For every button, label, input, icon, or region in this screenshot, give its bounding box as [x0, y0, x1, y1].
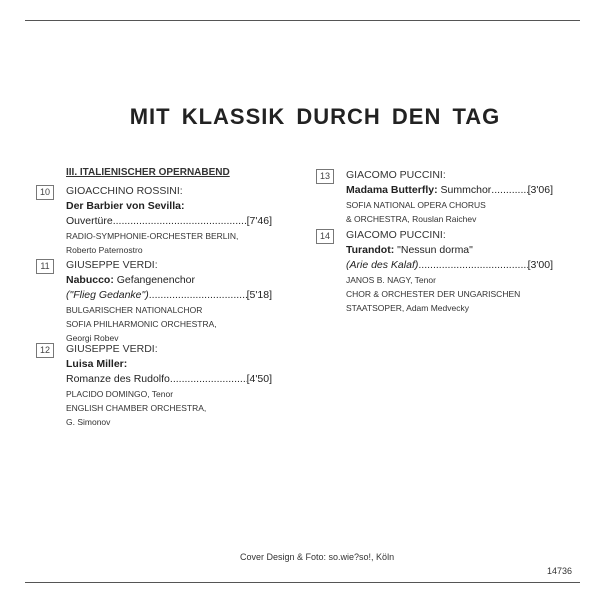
composer: GIOACCHINO ROSSINI: — [66, 185, 183, 197]
work-title: Madama Butterfly: — [346, 184, 438, 196]
piece: Romanze des Rudolfo — [66, 373, 170, 385]
work-title: Nabucco: — [66, 274, 114, 286]
track-number: 12 — [36, 343, 54, 358]
track-number: 14 — [316, 229, 334, 244]
catalog-number: 14736 — [547, 566, 573, 576]
performer: RADIO-SYMPHONIE-ORCHESTER BERLIN, — [66, 231, 239, 241]
piece: ("Flieg Gedanke") — [66, 289, 149, 301]
credit-line: Cover Design & Foto: so.wie?so!, Köln — [240, 552, 395, 562]
piece-row — [346, 183, 553, 198]
duration: [3'00] — [527, 259, 553, 271]
top-rule — [25, 20, 580, 21]
duration: [4'50] — [246, 373, 272, 385]
duration: [7'46] — [246, 215, 272, 227]
composer: GIACOMO PUCCINI: — [346, 169, 446, 181]
duration: [3'06] — [527, 184, 553, 196]
section-heading: III. ITALIENISCHER OPERNABEND — [66, 167, 230, 178]
work-subtitle: "Nessun dorma" — [397, 244, 473, 256]
performer: & ORCHESTRA, Rouslan Raichev — [346, 214, 477, 224]
piece: (Arie des Kalaf) — [346, 259, 419, 271]
work-subtitle: Gefangenenchor — [116, 274, 195, 286]
work-title: Der Barbier von Sevilla: — [66, 200, 185, 212]
work-title: Turandot: — [346, 244, 395, 256]
performer: CHOR & ORCHESTER DER UNGARISCHEN — [346, 289, 521, 299]
composer: GIUSEPPE VERDI: — [66, 343, 158, 355]
performer: Roberto Paternostro — [66, 245, 143, 255]
piece: Summchor — [440, 184, 492, 196]
performer: JANOS B. NAGY, Tenor — [346, 275, 436, 285]
performer: PLACIDO DOMINGO, Tenor — [66, 389, 174, 399]
performer: SOFIA NATIONAL OPERA CHORUS — [346, 200, 486, 210]
piece-row — [346, 258, 553, 273]
track-number: 13 — [316, 169, 334, 184]
work-title: Luisa Miller: — [66, 358, 128, 370]
performer: Georgi Robev — [66, 333, 119, 343]
performer: BULGARISCHER NATIONALCHOR — [66, 305, 203, 315]
track-number: 10 — [36, 185, 54, 200]
composer: GIUSEPPE VERDI: — [66, 259, 158, 271]
piece-row — [66, 372, 272, 387]
performer: SOFIA PHILHARMONIC ORCHESTRA, — [66, 319, 217, 329]
performer: STAATSOPER, Adam Medvecky — [346, 303, 469, 313]
piece-row — [66, 214, 272, 229]
page-title: MIT KLASSIK DURCH DEN TAG — [129, 104, 501, 129]
performer: ENGLISH CHAMBER ORCHESTRA, — [66, 403, 207, 413]
track-number: 11 — [36, 259, 54, 274]
performer: G. Simonov — [66, 417, 111, 427]
duration: [5'18] — [246, 289, 272, 301]
bottom-rule — [25, 582, 580, 583]
piece-row — [66, 288, 272, 303]
piece: Ouvertüre — [66, 215, 113, 227]
composer: GIACOMO PUCCINI: — [346, 229, 446, 241]
